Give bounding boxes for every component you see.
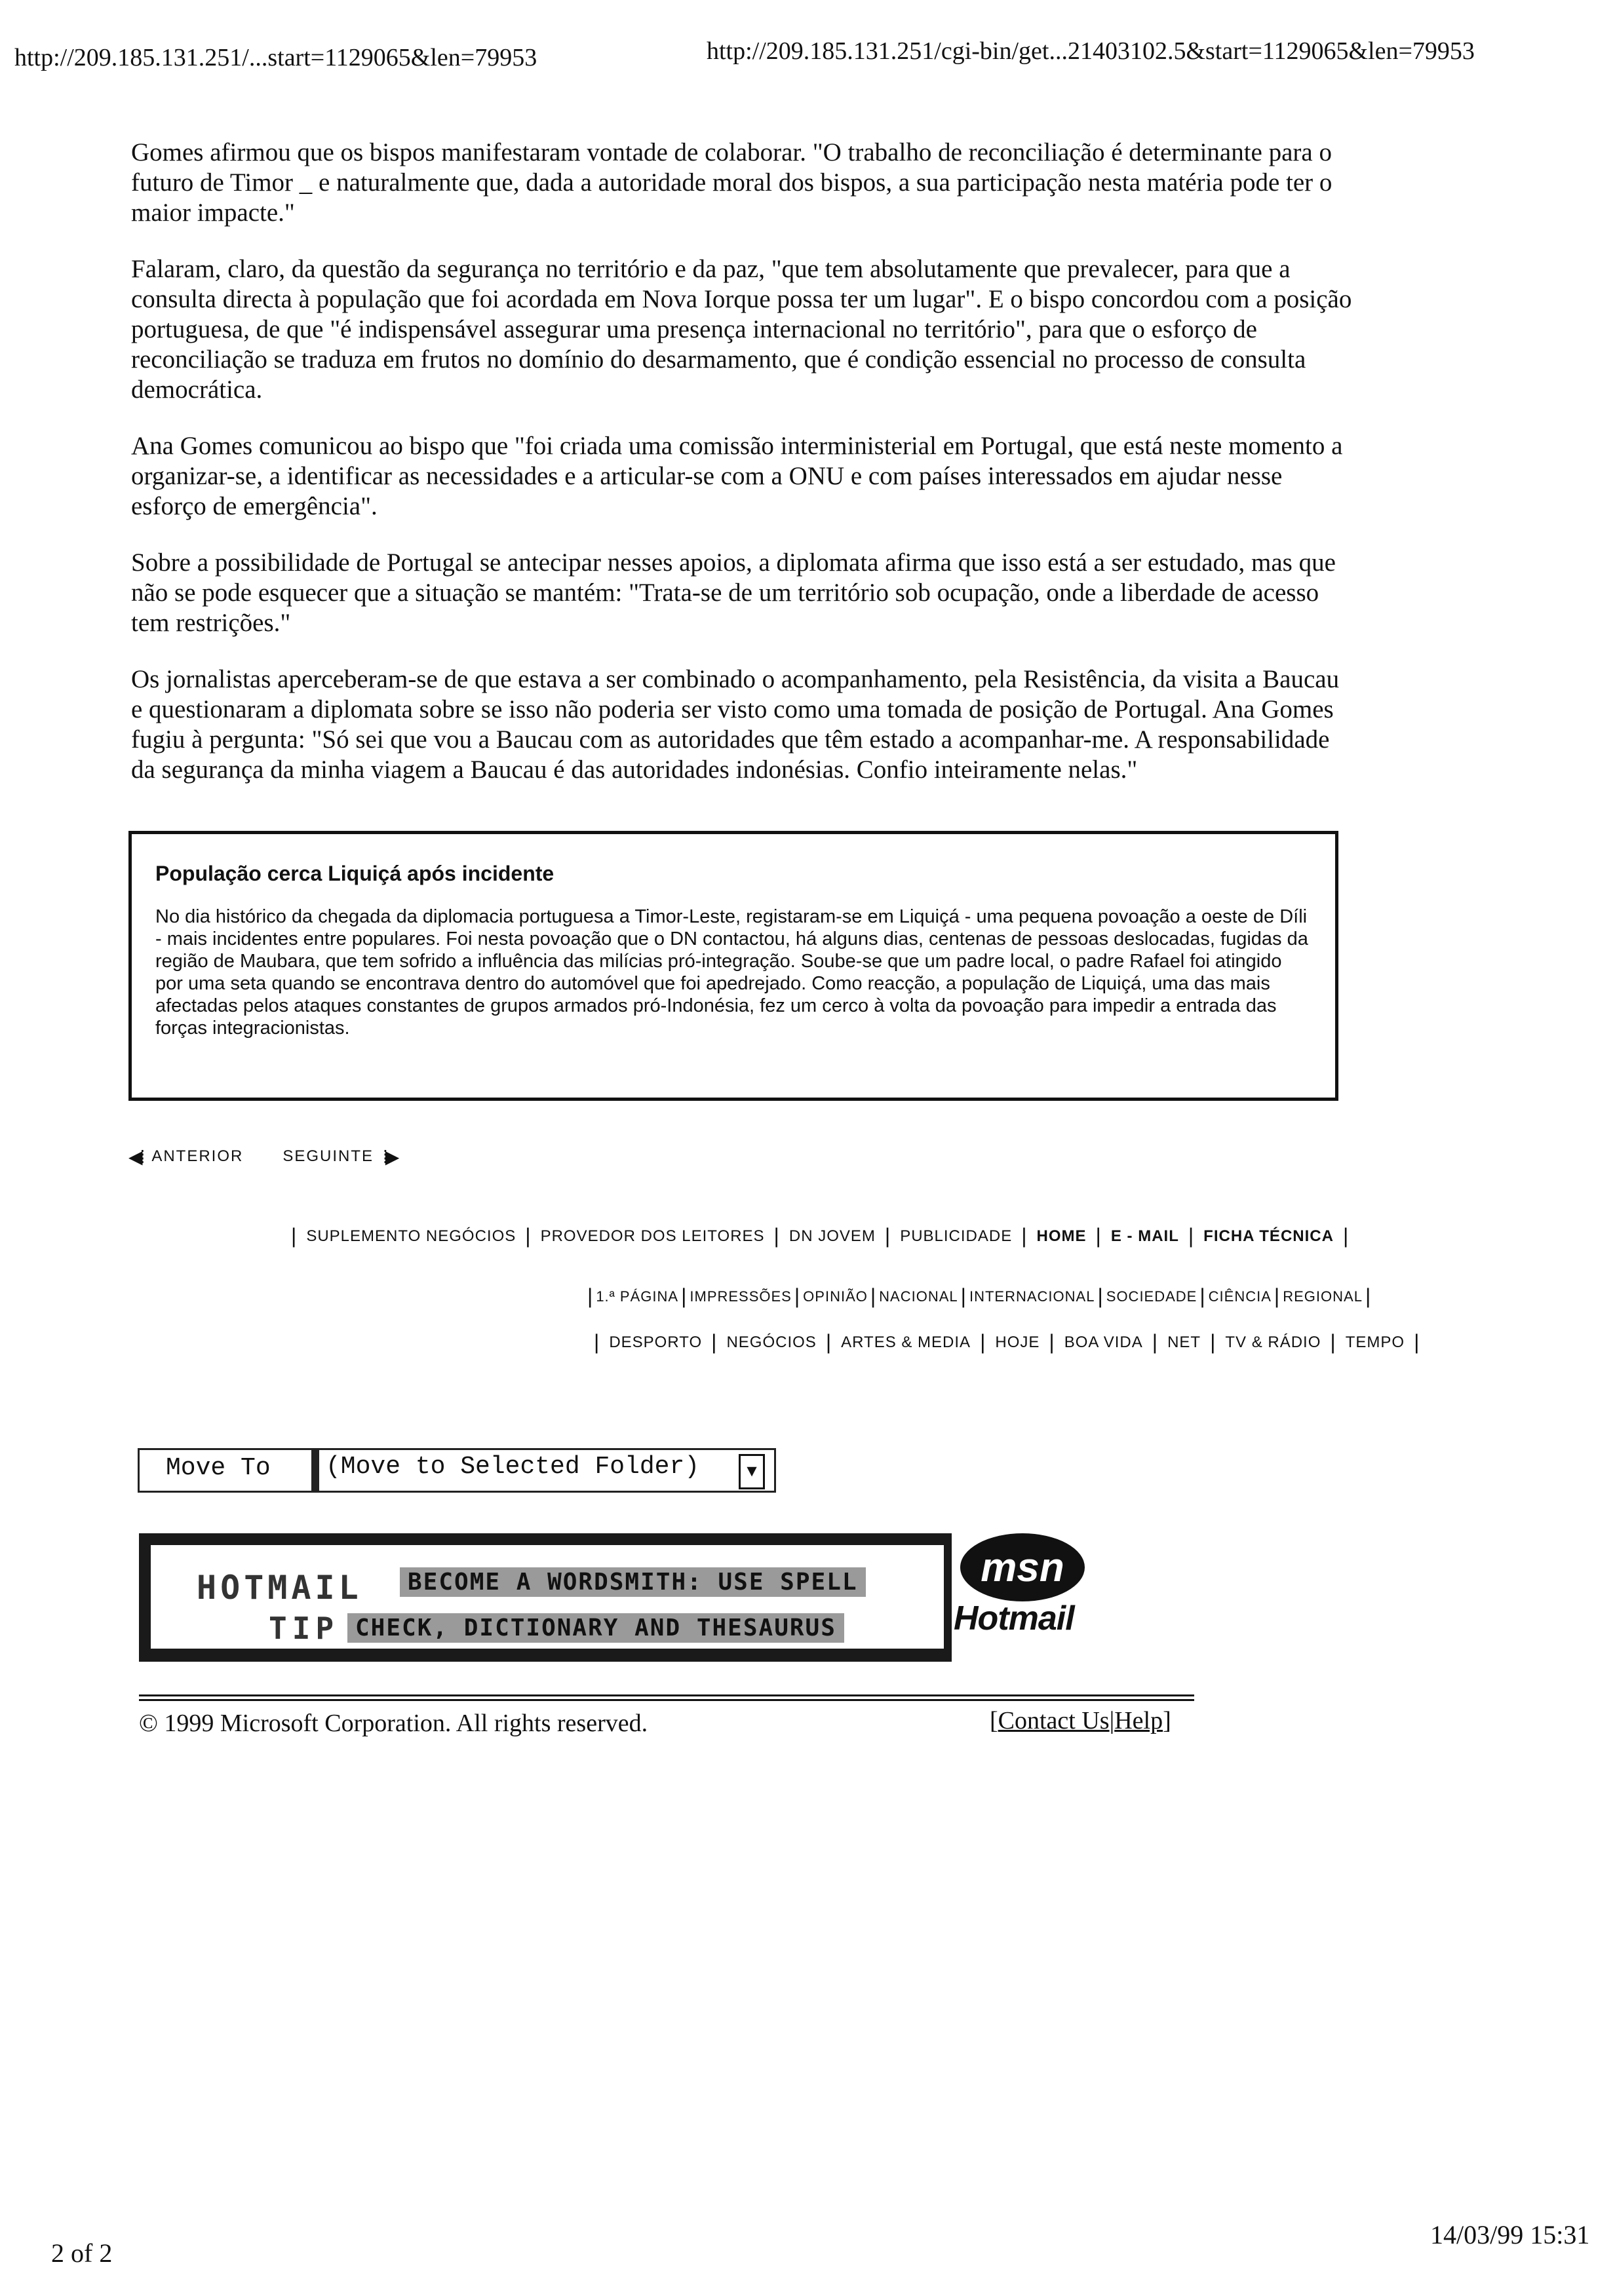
nav-link-boa-vida[interactable]: BOA VIDA <box>1064 1333 1143 1351</box>
nav-link-home[interactable]: HOME <box>1036 1227 1087 1245</box>
print-page-number: 2 of 2 <box>51 2238 113 2268</box>
nav-link-primeira-pagina[interactable]: 1.ª PÁGINA <box>596 1288 679 1305</box>
hotmail-logo[interactable]: Hotmail <box>954 1599 1074 1637</box>
msn-logo[interactable]: msn <box>960 1533 1085 1601</box>
move-to-button[interactable]: Move To <box>138 1448 315 1493</box>
nav-link-regional[interactable]: REGIONAL <box>1283 1288 1363 1305</box>
nav-link-opiniao[interactable]: OPINIÃO <box>803 1288 868 1305</box>
article-paragraph: Os jornalistas aperceberam-se de que estava a ser combinado o acompanhamento, pela Resistência, da visita a Baucau e questionaram a diplomata sobre se isso não poderia ser visto como uma tomada de posição de Portugal. Ana Gomes fugiu à pergunta: "Só sei que vou a Baucau com as autoridades que têm estado a acompanhar-me. A responsabilidade da segurança da minha viagem a Baucau é das autoridades indonésias. Confio inteiramente nelas." <box>131 665 1340 784</box>
dropdown-arrow-icon[interactable]: ▼ <box>739 1454 765 1489</box>
contact-us-link[interactable]: Contact Us <box>998 1707 1110 1734</box>
folder-select-value: (Move to Selected Folder) <box>326 1453 700 1481</box>
print-header-right-url: http://209.185.131.251/cgi-bin/get...21403102.5&start=1129065&len=79953 <box>707 37 1475 65</box>
folder-select[interactable] <box>315 1448 776 1493</box>
nav-link-nacional[interactable]: NACIONAL <box>879 1288 958 1305</box>
help-link[interactable]: Help <box>1114 1707 1163 1734</box>
print-header-left-url: http://209.185.131.251/...start=1129065&len=79953 <box>14 44 537 71</box>
nav-link-impressoes[interactable]: IMPRESSÕES <box>690 1288 792 1305</box>
nav-link-tempo[interactable]: TEMPO <box>1345 1333 1405 1351</box>
site-nav-row-2: | 1.ª PÁGINA | IMPRESSÕES | OPINIÃO | NACIONAL | INTERNACIONAL | SOCIEDADE | CIÊNCIA | REGIONAL | <box>587 1284 1372 1308</box>
sidebar-box-text: No dia histórico da chegada da diplomacia portuguesa a Timor-Leste, registaram-se em Liquiçá - uma pequena povoação a oeste de Díli - mais incidentes entre populares. Foi nesta povoação que o DN contactou, há alguns dias, centenas de pessoas deslocadas, fugidas da região de Maubara, que tem sofrido a influência das milícias pró-integração. Soube-se que um padre local, o padre Rafael foi atingido por uma seta quando se encontrava dentro do automóvel que foi apedrejado. Como reacção, a população de Liquiçá, uma das mais afectadas pelos ataques constantes de grupos armados pró-Indonésia, fez um cerco à volta da povoação para impedir a entrada das forças integracionistas. <box>155 906 1308 1039</box>
previous-link[interactable] <box>128 1146 243 1168</box>
site-nav-row-3: | DESPORTO | NEGÓCIOS | ARTES & MEDIA | HOJE | BOA VIDA | NET | TV & RÁDIO | TEMPO | <box>594 1330 1420 1354</box>
nav-link-net[interactable]: NET <box>1167 1333 1201 1351</box>
hotmail-label: HOTMAIL <box>197 1569 362 1607</box>
tip-text-line-1: BECOME A WORDSMITH: USE SPELL <box>400 1567 866 1597</box>
next-link[interactable] <box>282 1146 397 1168</box>
article-body <box>131 138 1357 811</box>
nav-link-provedor-leitores[interactable]: PROVEDOR DOS LEITORES <box>540 1227 765 1245</box>
site-nav-row-1: | SUPLEMENTO NEGÓCIOS | PROVEDOR DOS LEITORES | DN JOVEM | PUBLICIDADE | HOME | E - MAIL | FICHA TÉCNICA | <box>291 1224 1350 1248</box>
sidebar-box-title: População cerca Liquiçá após incidente <box>155 862 555 885</box>
arrow-right-icon: ⁞▶ <box>383 1146 397 1167</box>
next-label: SEGUINTE <box>282 1147 374 1165</box>
previous-label: ANTERIOR <box>151 1147 244 1165</box>
nav-link-ficha-tecnica[interactable]: FICHA TÉCNICA <box>1203 1227 1334 1245</box>
article-paragraph: Sobre a possibilidade de Portugal se antecipar nesses apoios, a diplomata afirma que isso está a ser estudado, mas que não se pode esquecer que a situação se mantém: "Trata-se de um território sob ocupação, onde a liberdade de acesso tem restrições." <box>131 548 1336 637</box>
nav-link-ciencia[interactable]: CIÊNCIA <box>1208 1288 1272 1305</box>
nav-link-internacional[interactable]: INTERNACIONAL <box>969 1288 1095 1305</box>
nav-link-sociedade[interactable]: SOCIEDADE <box>1106 1288 1197 1305</box>
nav-link-artes-media[interactable]: ARTES & MEDIA <box>841 1333 971 1351</box>
nav-link-negocios[interactable]: NEGÓCIOS <box>726 1333 817 1351</box>
nav-link-email[interactable]: E - MAIL <box>1110 1227 1179 1245</box>
sidebar-news-box <box>128 831 1338 1101</box>
tip-text-line-2: CHECK, DICTIONARY AND THESAURUS <box>347 1613 844 1643</box>
hotmail-tip-banner[interactable] <box>139 1533 952 1662</box>
tip-label: TIP <box>269 1611 340 1646</box>
pager <box>128 1143 397 1170</box>
nav-link-desporto[interactable]: DESPORTO <box>609 1333 703 1351</box>
article-paragraph: Falaram, claro, da questão da segurança no território e da paz, "que tem absolutamente que prevalecer, para que a consulta directa à população que foi acordada em Nova Iorque possa ter um lugar". E o bispo concordou com a posição portuguesa, de que "é indispensável assegurar uma presença internacional no território", para que o esforço de reconciliação se traduza em frutos no domínio do desarmamento, que é condição essencial no processo de consulta democrática. <box>131 255 1352 404</box>
copyright-text: © 1999 Microsoft Corporation. All rights reserved. <box>139 1710 648 1737</box>
nav-link-dn-jovem[interactable]: DN JOVEM <box>788 1227 876 1245</box>
print-datetime: 14/03/99 15:31 <box>1430 2220 1590 2249</box>
article-paragraph: Gomes afirmou que os bispos manifestaram vontade de colaborar. "O trabalho de reconciliação é determinante para o futuro de Timor _ e naturalmente que, dada a autoridade moral dos bispos, a sua participação nesta matéria pode ter o maior impacte." <box>131 138 1333 227</box>
footer-divider <box>139 1694 1194 1701</box>
arrow-left-icon: ◀⁞ <box>128 1146 143 1167</box>
move-to-form <box>138 1448 776 1493</box>
nav-link-tv-radio[interactable]: TV & RÁDIO <box>1225 1333 1321 1351</box>
nav-link-publicidade[interactable]: PUBLICIDADE <box>900 1227 1013 1245</box>
article-paragraph: Ana Gomes comunicou ao bispo que "foi criada uma comissão interministerial em Portugal, que está neste momento a organizar-se, a identificar as necessidades e a articular-se com a ONU e com países interessados em ajudar nesse esforço de emergência". <box>131 432 1343 520</box>
nav-link-suplemento-negocios[interactable]: SUPLEMENTO NEGÓCIOS <box>306 1227 516 1245</box>
nav-link-hoje[interactable]: HOJE <box>995 1333 1040 1351</box>
footer-links: [Contact Us|Help] <box>990 1707 1171 1734</box>
